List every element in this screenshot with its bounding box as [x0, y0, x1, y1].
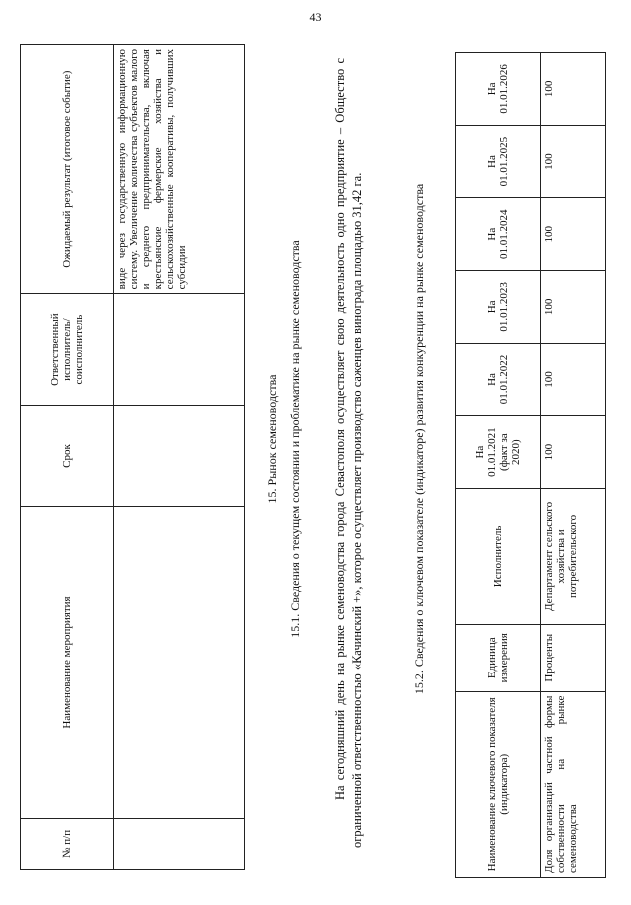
value-2026: 100: [541, 53, 606, 126]
indicator-unit: Проценты: [541, 624, 606, 691]
col-executor-header: Исполнитель: [456, 488, 541, 624]
subsection-title-1: 15.1. Сведения о текущем состоянии и проблематике на рынке семеноводства: [288, 240, 302, 638]
section-paragraph: На сегодняшний день на рынке семеноводства города Севастополя осуществляет свою деятельность одно предприятие – Общество с ограниченной ответственностью «Качинский +», которое осуществляет производство саженцев винограда площадью 31,42 га.: [333, 58, 364, 848]
subsection-title-2: 15.2. Сведения о ключевом показателе (индикаторе) развития конкуренции на рынке семеноводства: [412, 183, 426, 695]
value-2021: 100: [541, 416, 606, 489]
row-number: [114, 818, 245, 869]
table-row: [114, 45, 245, 870]
row-term: [114, 405, 245, 506]
col-executor-header: Ответственный исполнитель/ соисполнитель: [21, 294, 114, 406]
col-2026-header: На 01.01.2026: [456, 53, 541, 126]
measures-table: [20, 44, 245, 870]
page-number: 43: [309, 10, 322, 24]
value-2025: 100: [541, 125, 606, 198]
col-name-header: Наименование мероприятия: [21, 507, 114, 819]
row-executor: [114, 294, 245, 406]
col-2022-header: На 01.01.2022: [456, 343, 541, 416]
col-2025-header: На 01.01.2025: [456, 125, 541, 198]
measures-table-header: [21, 45, 114, 870]
table-row: [541, 53, 606, 878]
col-term-header: Срок: [21, 405, 114, 506]
value-2024: 100: [541, 198, 606, 271]
indicator-table: [455, 52, 606, 878]
indicator-table-header: [456, 53, 541, 878]
row-name: [114, 507, 245, 819]
col-2021-header: На 01.01.2021 (факт за 2020): [456, 416, 541, 489]
col-unit-header: Единица измерения: [456, 624, 541, 691]
col-2023-header: На 01.01.2023: [456, 271, 541, 344]
rotated-page-content: [20, 0, 610, 878]
col-2024-header: На 01.01.2024: [456, 198, 541, 271]
col-indicator-header: Наименование ключевого показателя (индикатора): [456, 691, 541, 877]
value-2023: 100: [541, 271, 606, 344]
section-title: 15. Рынок семеноводства: [265, 374, 279, 504]
row-result: виде через государственную информационную систему. Увеличение количества субъектов малого и среднего предпринимательства, включая крестьянские фермерские хозяйства и сельскохозяйственные кооперативы, получивших субсидии: [114, 45, 245, 294]
indicator-executor: Департамент сельского хозяйства и потребительского: [541, 488, 606, 624]
indicator-name: Доля организаций частной формы собственности на рынке семеноводства: [541, 691, 606, 877]
col-result-header: Ожидаемый результат (итоговое событие): [21, 45, 114, 294]
col-number-header: № п/п: [21, 818, 114, 869]
value-2022: 100: [541, 343, 606, 416]
